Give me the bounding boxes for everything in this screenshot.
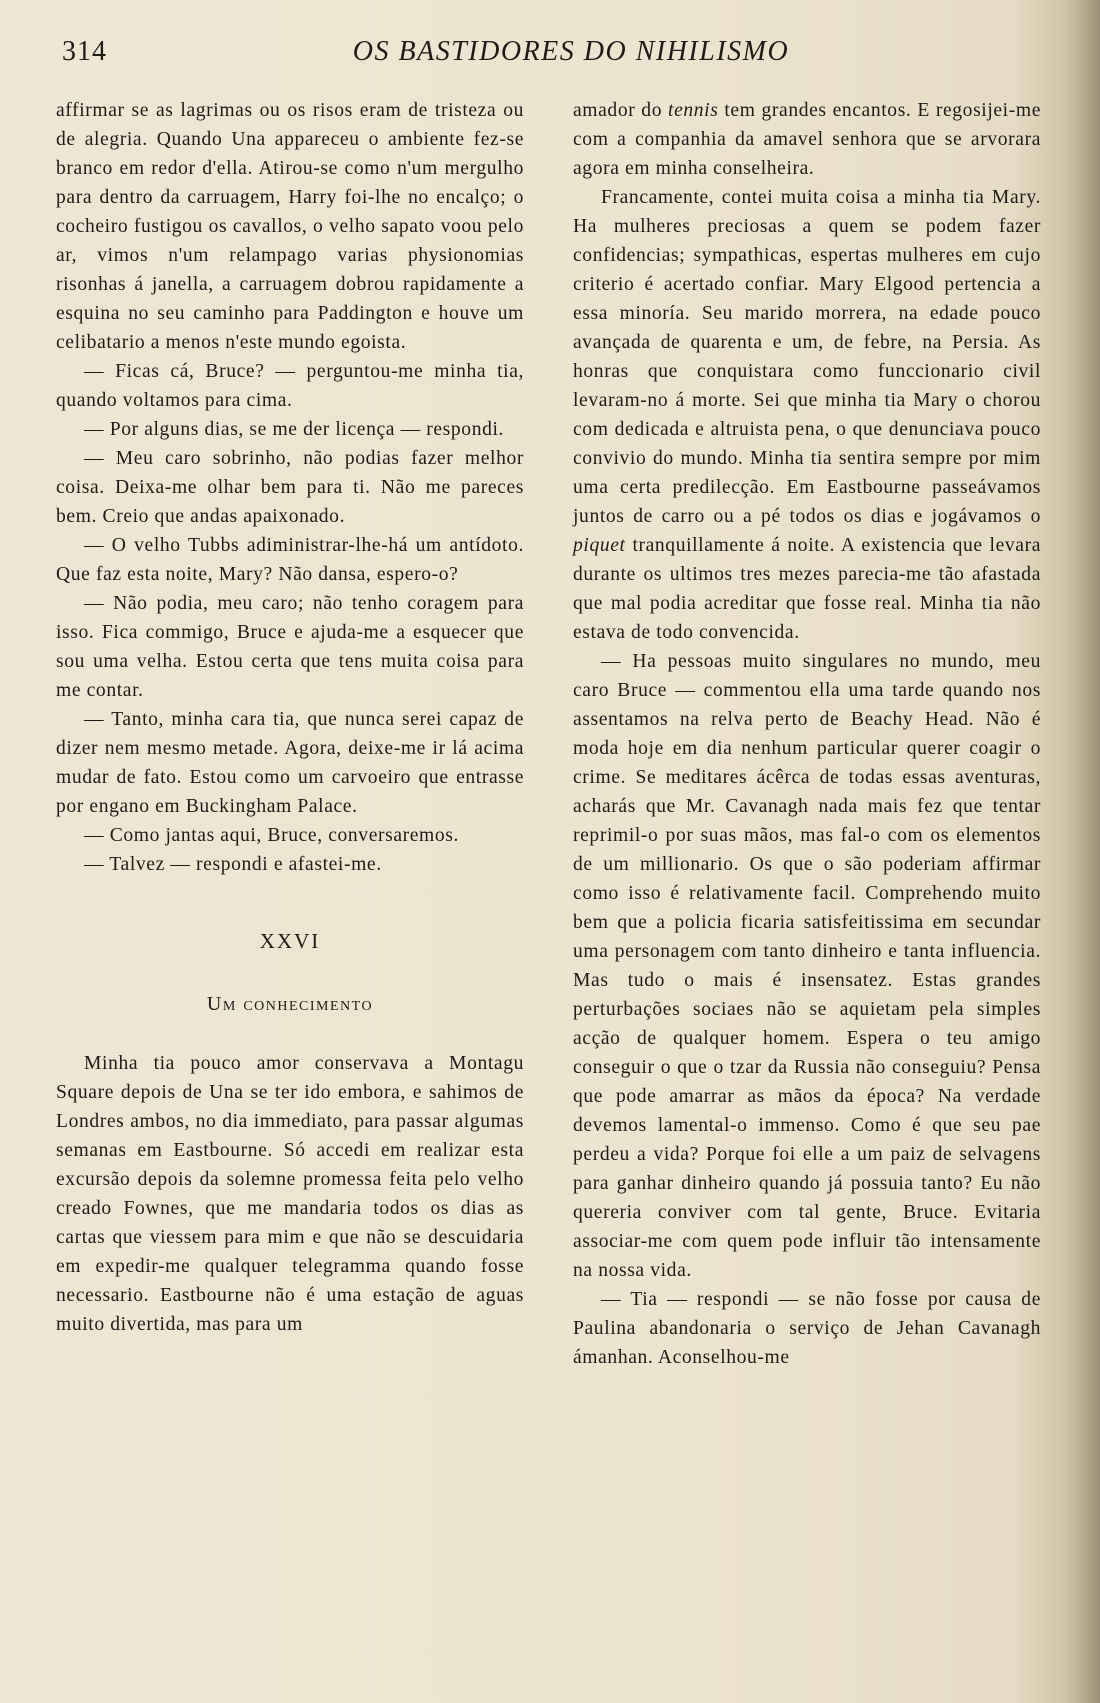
italic-text: tennis: [668, 100, 719, 121]
text-run: Francamente, contei muita coisa a minha tia Mary. Ha mulheres preciosas a quem se podem fazer confidencias; sympathicas, espertas mulheres em cujo criterio é acertado confiar. Mary Elgood pertencia a essa minoría. Seu marido morrera, na edade pouco avançada de quarenta e um, de febre, na Persia. As honras que conquistara como funccionario civil levaram-no á morte. Sei que minha tia Mary o chorou com dedicada e altruista pena, o que denunciava pouco convivio do mundo. Minha tia sentira sempre por mim uma certa predilecção. Em Eastbourne passeávamos juntos de carro ou a pé todos os dias e jogávamos o: [573, 187, 1041, 527]
paragraph: — Ha pessoas muito singulares no mundo, meu caro Bruce — commentou ella uma tarde quando nos assentamos na relva perto de Beachy Head. Não é moda hoje em dia nenhum particular querer coagir o crime. Se meditares ácêrca de todas essas aventuras, acharás que Mr. Cavanagh nada mais fez que tentar reprimil-o por suas mãos, mas fal-o com os elementos de um millionario. Os que o são poderiam affirmar como isso é relativamente facil. Comprehendo muito bem que a policia ficaria satisfeitissima em secundar uma personagem com tanto dinheiro e tanta influencia. Mas tudo o mais é insensatez. Estas grandes perturbações sociaes não se aquietam pela simples acção de qualquer homem. Espera o teu amigo conseguir o que o tzar da Russia não conseguiu? Pensa que pode amarrar as mãos da época? Na verdade devemos lamental-o immenso. Como é que seu pae perdeu a vida? Porque foi elle a um paiz de selvagens para ganhar dinheiro quando já possuia tanto? Eu não quereria conviver com tal gente, Bruce. Evitaria associar-me com quem pode influir tão intensamente na nossa vida.: [573, 651, 1041, 1281]
paragraph: — Talvez — respondi e afastei-me.: [84, 854, 382, 875]
chapter-number: XXVI: [259, 929, 321, 953]
text-run: tranquillamente á noite. A existencia que levara durante os ultimos tres mezes parecia-me tão afastada que mal podia acreditar que fosse real. Minha tia não estava de todo convencida.: [573, 535, 1041, 643]
paragraph: [573, 183, 1041, 647]
text-run: amador do: [573, 100, 669, 121]
paragraph: — Não podia, meu caro; não tenho coragem para isso. Fica commigo, Bruce e ajuda-me a esquecer que sou uma velha. Estou certa que tens muita coisa para me contar.: [56, 593, 524, 701]
left-column: [56, 96, 524, 1339]
paragraph: [573, 96, 1041, 183]
text-run: tem grandes encantos. E regosijei-me com a companhia da amavel senhora que se arvorara agora em minha conselheira.: [573, 100, 1041, 179]
running-title: OS BASTIDORES DO NIHILISMO: [352, 36, 790, 67]
page-number: 314: [62, 36, 107, 67]
paragraph: — Como jantas aqui, Bruce, conversaremos.: [84, 825, 460, 846]
page-header: [56, 36, 1046, 76]
paragraph: — Tanto, minha cara tia, que nunca serei capaz de dizer nem mesmo metade. Agora, deixe-me ir lá acima mudar de fato. Estou como um carvoeiro que entrasse por engano em Buckingham Palace.: [56, 709, 524, 817]
italic-text: piquet: [573, 535, 626, 556]
paragraph: Minha tia pouco amor conservava a Montagu Square depois de Una se ter ido embora, e sahimos de Londres ambos, no dia immediato, para passar algumas semanas em Eastbourne. Só accedi em realizar esta excursão depois da solemne promessa feita pelo velho creado Fownes, que me mandaria todos os dias as cartas que viessem para mim e que não se descuidaria em expedir-me qualquer telegramma quando fosse necessario. Eastbourne não é uma estação de aguas muito divertida, mas para um: [56, 1053, 524, 1335]
paragraph: — Meu caro sobrinho, não podias fazer melhor coisa. Deixa-me olhar bem para ti. Não me pareces bem. Creio que andas apaixonado.: [56, 448, 524, 527]
paragraph: — Por alguns dias, se me der licença — respondi.: [84, 419, 505, 440]
chapter-title: Um conhecimento: [206, 993, 374, 1015]
right-column: [573, 96, 1041, 1372]
paragraph: affirmar se as lagrimas ou os risos eram de tristeza ou de alegria. Quando Una appareceu o ambiente fez-se branco em redor d'ella. Atirou-se como n'um mergulho para dentro da carruagem, Harry foi-lhe no encalço; o cocheiro fustigou os cavallos, o velho sapato voou pelo ar, vimos n'um relampago varias physionomias risonhas á janella, a carruagem dobrou rapidamente a esquina no seu caminho para Paddington e houve um celibatario a menos n'este mundo egoista.: [56, 100, 524, 353]
paragraph: — Tia — respondi — se não fosse por causa de Paulina abandonaria o serviço de Jehan Cavanagh ámanhan. Aconselhou-me: [573, 1289, 1041, 1368]
paragraph: — Ficas cá, Bruce? — perguntou-me minha tia, quando voltamos para cima.: [56, 361, 524, 411]
paragraph: — O velho Tubbs adiministrar-lhe-há um antídoto. Que faz esta noite, Mary? Não dansa, espero-o?: [56, 535, 524, 585]
